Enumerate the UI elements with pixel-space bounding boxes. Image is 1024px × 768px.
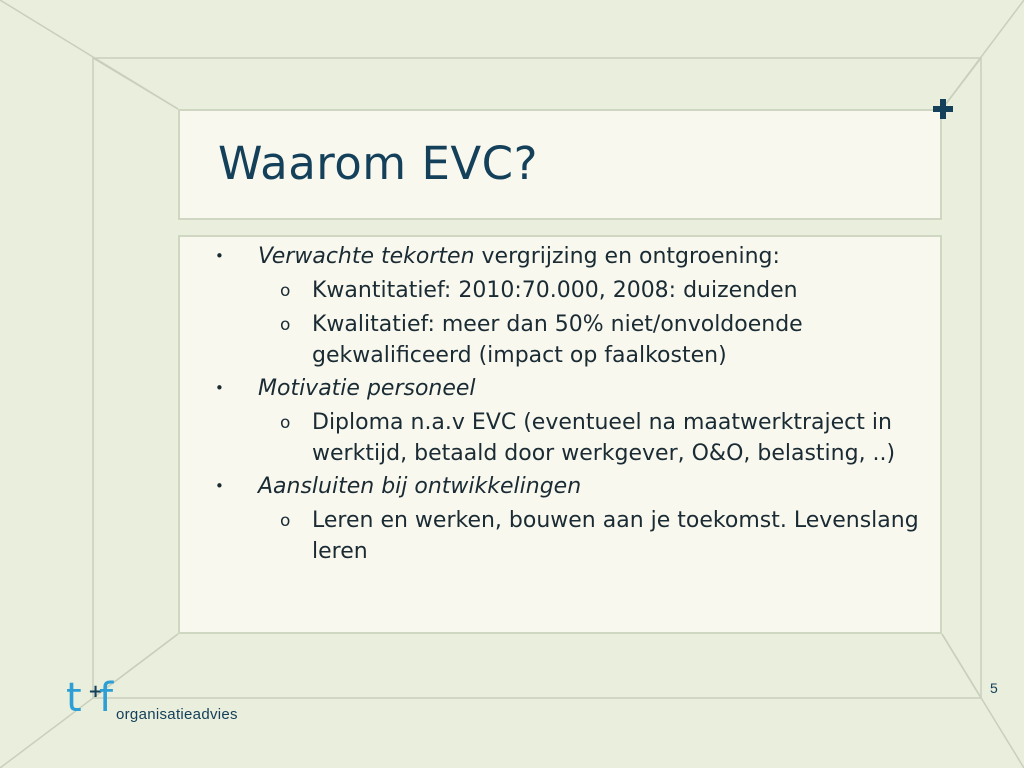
bullet-item	[180, 373, 940, 404]
logo-letter-f: f	[99, 675, 114, 721]
company-logo	[66, 675, 266, 728]
slide-title: Waarom EVC?	[218, 137, 538, 190]
bullet-marker: •	[215, 379, 224, 397]
bullet-text: vergrijzing en ontgroening:	[474, 244, 780, 269]
logo-plus: +	[88, 681, 104, 702]
sub-bullet-item	[180, 407, 940, 469]
bullet-marker: •	[215, 477, 224, 495]
sub-bullet-marker: o	[280, 315, 291, 335]
bullet-item	[180, 471, 940, 502]
logo-wordmark: organisatieadvies	[116, 706, 238, 723]
page-number: 5	[990, 680, 998, 696]
bullet-heading: Verwachte tekorten	[258, 244, 475, 269]
bullet-item	[180, 241, 940, 272]
sub-bullet-text: Diploma n.a.v EVC (eventueel na maatwerktraject in werktijd, betaald door werkgever, O&O, belasting, ..)	[312, 410, 896, 466]
content-panel	[178, 235, 942, 634]
sub-bullet-marker: o	[280, 281, 291, 301]
sub-bullet-marker: o	[280, 511, 291, 531]
sub-bullet-text: Leren en werken, bouwen aan je toekomst. Levenslang leren	[312, 508, 919, 564]
sub-bullet-item	[180, 505, 940, 567]
plus-icon	[930, 96, 956, 122]
sub-bullet-text: Kwantitatief: 2010:70.000, 2008: duizenden	[312, 278, 798, 303]
sub-bullet-item	[180, 275, 940, 306]
sub-bullet-marker: o	[280, 413, 291, 433]
sub-bullet-item	[180, 309, 940, 371]
bullet-marker: •	[215, 247, 224, 265]
bullet-heading: Aansluiten bij ontwikkelingen	[258, 474, 582, 499]
bullet-heading: Motivatie personeel	[258, 376, 476, 401]
logo-letter-t: t	[66, 675, 82, 721]
title-panel	[178, 109, 942, 220]
bullet-list	[180, 237, 940, 567]
sub-bullet-text: Kwalitatief: meer dan 50% niet/onvoldoende gekwalificeerd (impact op faalkosten)	[312, 312, 803, 368]
